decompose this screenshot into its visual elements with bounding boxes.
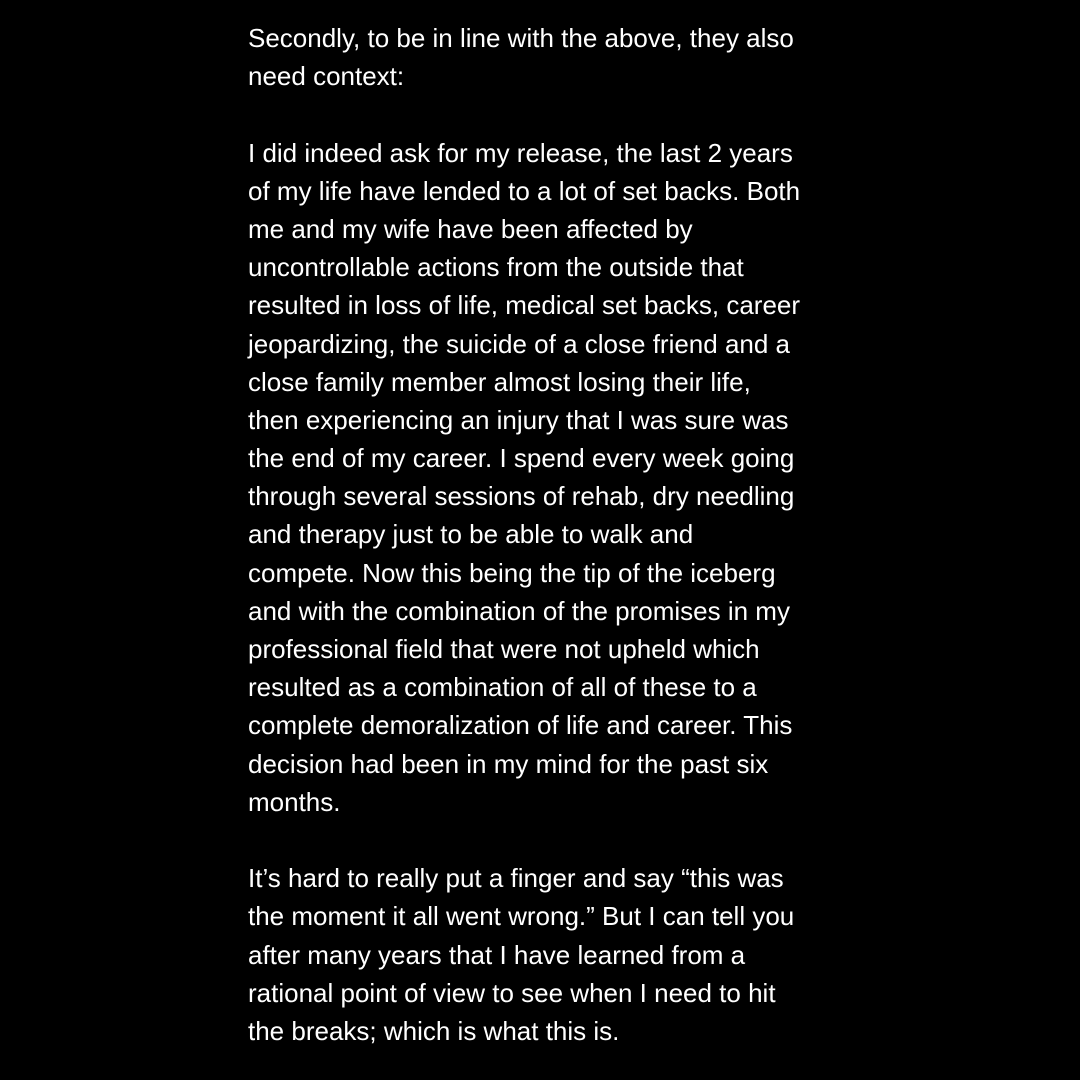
- text-line: the breaks; which is what this is.: [248, 1015, 620, 1046]
- text-line: through several sessions of rehab, dry needling: [248, 481, 795, 512]
- text-line: then experiencing an injury that I was sure was: [248, 404, 789, 435]
- text-line: need context:: [248, 61, 405, 92]
- text-line: Secondly, to be in line with the above, they also: [248, 23, 794, 53]
- text-line: me and my wife have been affected by: [248, 213, 693, 244]
- text-line: of my life have lended to a lot of set backs. Both: [248, 175, 801, 206]
- text-line: jeopardizing, the suicide of a close friend and a: [248, 328, 791, 359]
- text-line: and with the combination of the promises in my: [248, 595, 790, 626]
- note-text-body: [248, 19, 848, 1050]
- text-line: compete. Now this being the tip of the iceberg: [248, 557, 776, 588]
- text-line: and therapy just to be able to walk and: [248, 519, 694, 550]
- text-line: I did indeed ask for my release, the last 2 years: [248, 137, 793, 168]
- paragraph-spacer: [248, 821, 848, 859]
- text-line: the moment it all went wrong.” But I can tell you: [248, 901, 795, 932]
- text-line: uncontrollable actions from the outside that: [248, 252, 744, 283]
- text-line: professional field that were not upheld which: [248, 634, 760, 664]
- paragraph: [248, 134, 848, 821]
- text-line: months.: [248, 786, 341, 817]
- text-line: rational point of view to see when I need to hit: [248, 977, 776, 1008]
- text-line: decision had been in my mind for the past six: [248, 748, 769, 779]
- text-line: after many years that I have learned from a: [248, 939, 746, 970]
- text-line: It’s hard to really put a finger and say “this was: [248, 863, 784, 894]
- paragraph-spacer: [248, 95, 848, 133]
- text-line: resulted as a combination of all of these to a: [248, 672, 757, 703]
- paragraph: [248, 859, 848, 1050]
- paragraph: [248, 19, 848, 95]
- text-line: complete demoralization of life and career. This: [248, 710, 793, 741]
- text-line: close family member almost losing their life,: [248, 366, 751, 397]
- text-line: resulted in loss of life, medical set backs, career: [248, 290, 801, 321]
- text-line: the end of my career. I spend every week going: [248, 443, 795, 474]
